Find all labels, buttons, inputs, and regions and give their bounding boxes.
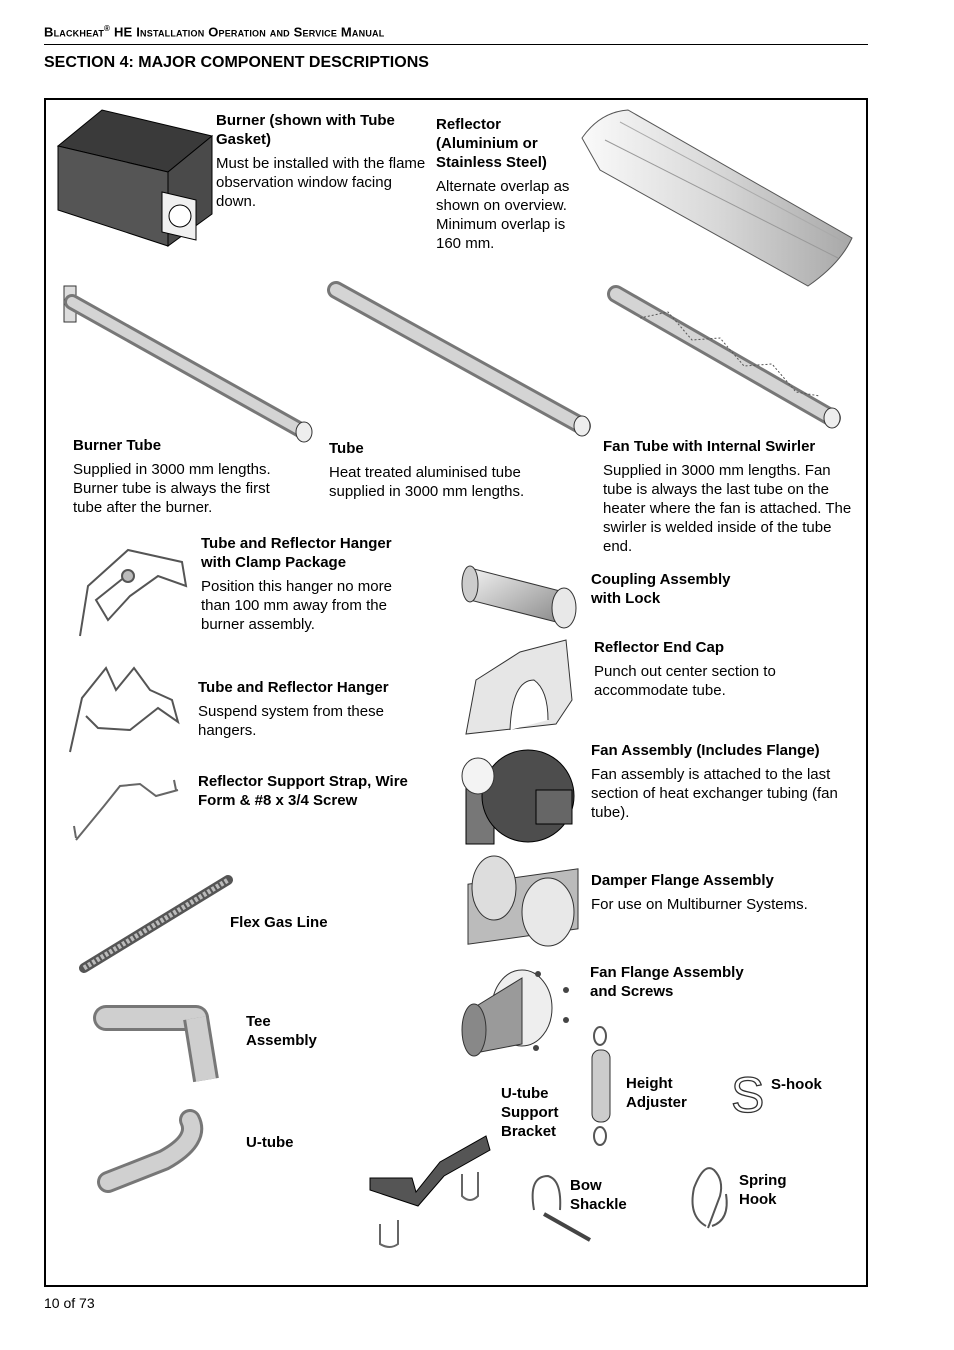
bow-shackle-title: Bow Shackle (570, 1177, 627, 1213)
reflector-desc: Alternate overlap as shown on overview. Minimum overlap is 160 mm. (436, 178, 570, 252)
fan-assembly-label (591, 741, 853, 822)
tee-title: Tee Assembly (246, 1013, 317, 1049)
tee-label (246, 1012, 326, 1050)
fan-assembly-image (462, 750, 574, 844)
end-cap-desc: Punch out center section to accommodate tube. (594, 663, 776, 699)
reflector-title: Reflector (Aluminium or Stainless Steel) (436, 116, 547, 171)
hanger-desc: Suspend system from these hangers. (198, 703, 384, 739)
damper-desc: For use on Multiburner Systems. (591, 896, 808, 913)
tee-image (106, 1018, 206, 1080)
spring-hook-label (739, 1171, 809, 1209)
burner-title: Burner (shown with Tube Gasket) (216, 112, 395, 148)
running-header: Blackheat® HE Installation Operation and Service Manual (44, 24, 385, 40)
hanger-image (70, 668, 178, 752)
spring-hook-image (693, 1168, 727, 1228)
burner-tube-label (73, 436, 303, 517)
utube-bracket-label (501, 1084, 571, 1141)
bow-shackle-label (570, 1176, 640, 1214)
height-adjuster-image (592, 1027, 610, 1145)
tube-title: Tube (329, 440, 364, 457)
hanger-clamp-image (80, 550, 186, 636)
u-tube-label (246, 1133, 326, 1152)
coupling-title: Coupling Assembly with Lock (591, 571, 731, 607)
svg-text:S: S (731, 1067, 765, 1123)
flex-gas-label (230, 913, 380, 932)
burner-image (58, 110, 212, 246)
burner-tube-desc: Supplied in 3000 mm lengths. Burner tube is always the first tube after the burner. (73, 461, 271, 516)
support-strap-label (198, 772, 428, 810)
s-hook-label (771, 1075, 841, 1094)
burner-desc: Must be installed with the flame observation window facing down. (216, 155, 426, 210)
support-strap-image (74, 780, 178, 840)
u-tube-image (108, 1120, 192, 1182)
height-adjuster-title: Height Adjuster (626, 1075, 687, 1111)
fan-tube-desc: Supplied in 3000 mm lengths. Fan tube is always the last tube on the heater where the fan is attached. The swirler is welded inside of the tube end. (603, 462, 852, 555)
s-hook-image (731, 1067, 764, 1123)
tube-image (336, 290, 590, 436)
fan-tube-image (616, 294, 840, 428)
hanger-label (198, 678, 413, 740)
flex-gas-title: Flex Gas Line (230, 914, 328, 931)
fan-flange-title: Fan Flange Assembly and Screws (590, 964, 744, 1000)
burner-tube-title: Burner Tube (73, 437, 162, 454)
coupling-image (462, 566, 576, 628)
height-adjuster-label (626, 1074, 696, 1112)
fan-assembly-desc: Fan assembly is attached to the last section of heat exchanger tubing (fan tube). (591, 766, 838, 821)
reflector-label (436, 115, 651, 253)
damper-title: Damper Flange Assembly (591, 872, 774, 889)
fan-tube-label (603, 437, 853, 556)
fan-tube-title: Fan Tube with Internal Swirler (603, 438, 816, 455)
hanger-title: Tube and Reflector Hanger (198, 679, 389, 696)
utube-bracket-image (370, 1136, 490, 1247)
end-cap-label (594, 638, 809, 700)
end-cap-image (466, 640, 572, 734)
fan-flange-image (462, 970, 569, 1056)
spring-hook-title: Spring Hook (739, 1172, 787, 1208)
burner-label (216, 111, 426, 211)
tube-label (329, 439, 559, 501)
fan-flange-label (590, 963, 765, 1001)
end-cap-title: Reflector End Cap (594, 639, 725, 656)
u-tube-title: U-tube (246, 1134, 294, 1151)
tube-desc: Heat treated aluminised tube supplied in 3000 mm lengths. (329, 464, 525, 500)
burner-tube-image (64, 286, 312, 442)
page-number: 10 of 73 (44, 1295, 95, 1311)
damper-label (591, 871, 841, 914)
flex-gas-image (84, 880, 228, 968)
hanger-clamp-title: Tube and Reflector Hanger with Clamp Package (201, 535, 392, 571)
coupling-label (591, 570, 751, 608)
utube-bracket-title: U-tube Support Bracket (501, 1085, 559, 1140)
s-hook-title: S-hook (771, 1076, 822, 1093)
fan-assembly-title: Fan Assembly (Includes Flange) (591, 742, 820, 759)
support-strap-title: Reflector Support Strap, Wire Form & #8 x 3/4 Screw (198, 773, 408, 809)
section-title: SECTION 4: MAJOR COMPONENT DESCRIPTIONS (44, 54, 429, 71)
hanger-clamp-label (201, 534, 416, 634)
hanger-clamp-desc: Position this hanger no more than 100 mm away from the burner assembly. (201, 578, 392, 633)
damper-image (468, 856, 578, 946)
